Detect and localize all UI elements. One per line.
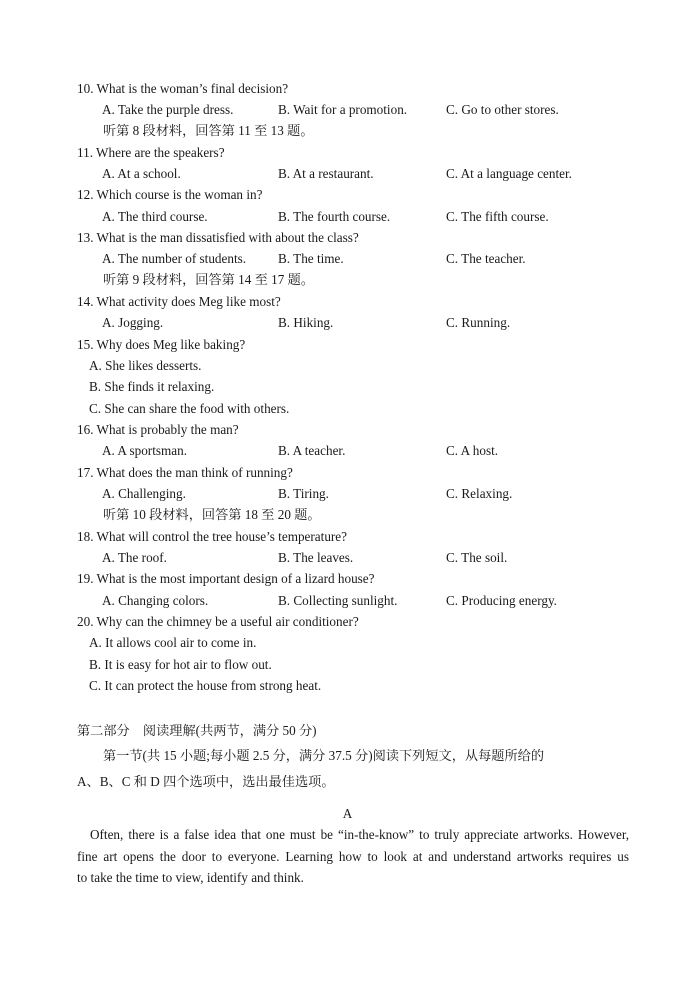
- q14-option-c: C. Running.: [446, 315, 511, 330]
- q18-option-b: B. The leaves.: [278, 550, 354, 565]
- q15-option-b: B. She finds it relaxing.: [89, 379, 215, 394]
- q16-option-b: B. A teacher.: [278, 443, 346, 458]
- q14-option-a: A. Jogging.: [102, 315, 164, 330]
- q16-option-c: C. A host.: [446, 443, 499, 458]
- q20-option-a: A. It allows cool air to come in.: [89, 635, 257, 650]
- question-12-stem: 12. Which course is the woman in?: [77, 187, 263, 202]
- question-10-stem: 10. What is the woman’s final decision?: [77, 81, 289, 96]
- question-13-stem: 13. What is the man dissatisfied with about the class?: [77, 230, 359, 245]
- q12-option-a: A. The third course.: [102, 209, 208, 224]
- q12-option-b: B. The fourth course.: [278, 209, 391, 224]
- q12-option-c: C. The fifth course.: [446, 209, 549, 224]
- passage-label: A: [342, 806, 353, 821]
- q15-option-c: C. She can share the food with others.: [89, 401, 290, 416]
- passage-line-3: to take the time to view, identify and think.: [77, 870, 304, 885]
- question-18-stem: 18. What will control the tree house’s temperature?: [77, 529, 348, 544]
- question-11-stem: 11. Where are the speakers?: [77, 145, 225, 160]
- q17-option-c: C. Relaxing.: [446, 486, 513, 501]
- q19-option-b: B. Collecting sunlight.: [278, 593, 398, 608]
- material-8-instruction: 听第 8 段材料，回答第 11 至 13 题。: [103, 123, 314, 138]
- q10-option-c: C. Go to other stores.: [446, 102, 559, 117]
- q18-option-c: C. The soil.: [446, 550, 508, 565]
- part-2-heading: 第二部分 阅读理解(共两节，满分 50 分): [77, 723, 317, 738]
- passage-line-2: fine art opens the door to everyone. Learning how to look at and understand artworks requires us: [77, 849, 629, 864]
- q14-option-b: B. Hiking.: [278, 315, 334, 330]
- question-20-stem: 20. Why can the chimney be a useful air conditioner?: [77, 614, 359, 629]
- q13-option-c: C. The teacher.: [446, 251, 526, 266]
- q11-option-c: C. At a language center.: [446, 166, 572, 181]
- q19-option-c: C. Producing energy.: [446, 593, 557, 608]
- section-1-instruction-line-2: A、B、C 和 D 四个选项中，选出最佳选项。: [77, 774, 335, 789]
- question-15-stem: 15. Why does Meg like baking?: [77, 337, 246, 352]
- q11-option-b: B. At a restaurant.: [278, 166, 374, 181]
- question-17-stem: 17. What does the man think of running?: [77, 465, 293, 480]
- q19-option-a: A. Changing colors.: [102, 593, 209, 608]
- q10-option-b: B. Wait for a promotion.: [278, 102, 408, 117]
- q11-option-a: A. At a school.: [102, 166, 181, 181]
- q17-option-b: B. Tiring.: [278, 486, 329, 501]
- passage-line-1: Often, there is a false idea that one must be “in-the-know” to truly appreciate artworks. However,: [90, 827, 629, 842]
- question-19-stem: 19. What is the most important design of a lizard house?: [77, 571, 375, 586]
- q20-option-b: B. It is easy for hot air to flow out.: [89, 657, 272, 672]
- q10-option-a: A. Take the purple dress.: [102, 102, 234, 117]
- q20-option-c: C. It can protect the house from strong heat.: [89, 678, 322, 693]
- q13-option-a: A. The number of students.: [102, 251, 247, 266]
- material-9-instruction: 听第 9 段材料，回答第 14 至 17 题。: [103, 272, 314, 287]
- q16-option-a: A. A sportsman.: [102, 443, 187, 458]
- q18-option-a: A. The roof.: [102, 550, 167, 565]
- q13-option-b: B. The time.: [278, 251, 344, 266]
- section-1-instruction-line-1: 第一节(共 15 小题;每小题 2.5 分，满分 37.5 分)阅读下列短文，从每题所给的: [103, 748, 545, 763]
- question-14-stem: 14. What activity does Meg like most?: [77, 294, 281, 309]
- q17-option-a: A. Challenging.: [102, 486, 186, 501]
- material-10-instruction: 听第 10 段材料，回答第 18 至 20 题。: [103, 507, 321, 522]
- q15-option-a: A. She likes desserts.: [89, 358, 202, 373]
- question-16-stem: 16. What is probably the man?: [77, 422, 239, 437]
